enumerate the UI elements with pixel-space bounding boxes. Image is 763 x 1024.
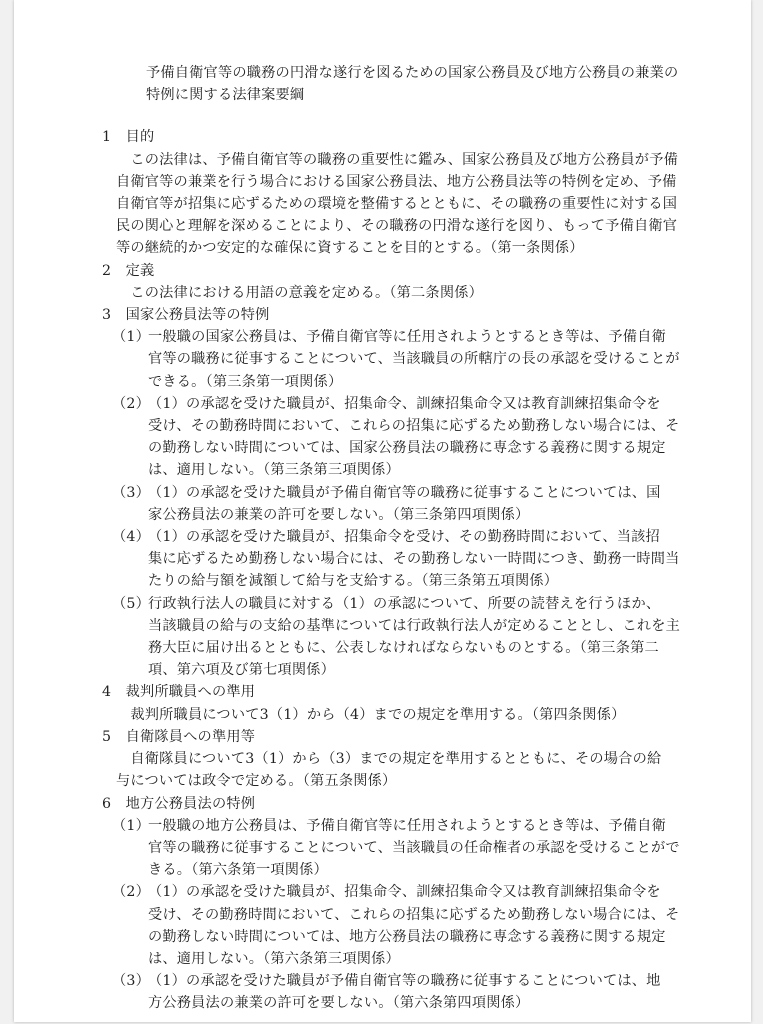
list-item bbox=[102, 393, 680, 482]
item-line: （1）の承認を受けた職員が予備自衛官等の職務に従事することについては、地 bbox=[148, 973, 661, 990]
list-item bbox=[102, 815, 680, 882]
body-line: 自衛官等の兼業を行う場合における国家公務員法、地方公務員法等の特例を定め、予備 bbox=[116, 173, 677, 190]
item-line: は、適用しない。（第六条第三項関係） bbox=[148, 950, 400, 967]
section-definitions bbox=[102, 260, 675, 304]
item-line: は、適用しない。（第三条第三項関係） bbox=[148, 462, 400, 479]
body-line: 裁判所職員について3（1）から（4）までの規定を準用する。（第四条関係） bbox=[116, 706, 626, 723]
item-line: 受け、その勤務時間において、これらの招集に応ずるため勤務しない場合には、そ bbox=[148, 418, 680, 435]
item-number: （5） bbox=[112, 595, 151, 612]
item-line: 行政執行法人の職員に対する（1）の承認について、所要の読替えを行うほか、 bbox=[148, 595, 661, 612]
body-line: 自衛官等が招集に応ずるための環境を整備するとともに、その職務の重要性に対する国 bbox=[116, 196, 678, 213]
item-line: 当該職員の給与の支給の基準については行政執行法人が定めることとし、これを主 bbox=[148, 617, 681, 634]
item-line: 家公務員法の兼業の許可を要しない。（第三条第四項関係） bbox=[148, 506, 530, 523]
item-number: （2） bbox=[112, 395, 151, 412]
section-body bbox=[102, 149, 678, 260]
body-line: 民の関心と理解を深めることにより、その職務の円滑な遂行を図り、もって予備自衛官 bbox=[116, 218, 678, 235]
item-number: （1） bbox=[112, 817, 151, 834]
title-line: 予備自衛官等の職務の円滑な遂行を図るための国家公務員及び地方公務員の兼業の bbox=[146, 65, 679, 81]
item-line: （1）の承認を受けた職員が、招集命令を受け、その勤務時間において、当該招 bbox=[148, 529, 660, 546]
item-number: （1） bbox=[112, 329, 151, 346]
list-item bbox=[102, 593, 681, 682]
list-item bbox=[102, 881, 680, 970]
list-item bbox=[102, 526, 680, 593]
item-number: （4） bbox=[112, 529, 151, 546]
body-line: 与については政令で定める。（第五条関係） bbox=[116, 773, 397, 790]
item-line: 方公務員法の兼業の許可を要しない。（第六条第四項関係） bbox=[148, 995, 530, 1012]
section-heading: 4 裁判所職員への準用 bbox=[102, 684, 256, 701]
item-line: （1）の承認を受けた職員が予備自衛官等の職務に従事することについては、国 bbox=[148, 484, 661, 501]
item-number: （3） bbox=[112, 484, 151, 501]
item-line: できる。（第三条第一項関係） bbox=[148, 373, 343, 390]
section-body bbox=[102, 282, 675, 304]
section-heading: 1 目的 bbox=[102, 129, 155, 146]
item-line: 項、第六項及び第七項関係） bbox=[148, 662, 336, 679]
item-line: たりの給与額を減額して給与を支給する。（第三条第五項関係） bbox=[148, 573, 559, 590]
section-heading: 5 自衛隊員への準用等 bbox=[102, 728, 256, 745]
item-line: 官等の職務に従事することについて、当該職員の任命権者の承認を受けることがで bbox=[148, 839, 680, 856]
item-line: （1）の承認を受けた職員が、招集命令、訓練招集命令又は教育訓練招集命令を bbox=[148, 884, 661, 901]
body-line: 自衛隊員について3（1）から（3）までの規定を準用するとともに、その場合の給 bbox=[116, 751, 662, 768]
document-page bbox=[14, 0, 751, 1022]
item-number: （3） bbox=[112, 973, 151, 990]
body-line: 等の継続的かつ安定的な確保に資することを目的とする。（第一条関係） bbox=[116, 240, 584, 257]
title-line: 特例に関する法律案要綱 bbox=[146, 87, 305, 104]
section-heading: 2 定義 bbox=[102, 262, 155, 279]
section-national-civil-service bbox=[102, 304, 681, 681]
item-number: （2） bbox=[112, 884, 151, 901]
list-item bbox=[102, 482, 675, 526]
list-item bbox=[102, 970, 675, 1014]
section-court-staff bbox=[102, 681, 675, 725]
item-line: の勤務しない時間については、国家公務員法の職務に専念する義務に関する規定 bbox=[148, 440, 666, 457]
list-item bbox=[102, 326, 680, 393]
item-line: の勤務しない時間については、地方公務員法の職務に専念する義務に関する規定 bbox=[148, 928, 666, 945]
item-line: 一般職の国家公務員は、予備自衛官等に任用されようとするとき等は、予備自衛 bbox=[148, 329, 666, 346]
body-line: この法律における用語の意義を定める。（第二条関係） bbox=[116, 284, 483, 301]
item-line: 集に応ずるため勤務しない場合には、その勤務しない一時間につき、勤務一時間当 bbox=[148, 551, 680, 568]
document-title bbox=[102, 62, 679, 106]
section-body bbox=[102, 748, 675, 792]
section-purpose bbox=[102, 126, 678, 259]
item-line: （1）の承認を受けた職員が、招集命令、訓練招集命令又は教育訓練招集命令を bbox=[148, 395, 661, 412]
item-line: きる。（第六条第一項関係） bbox=[148, 862, 328, 879]
section-heading: 3 国家公務員法等の特例 bbox=[102, 307, 270, 324]
body-line: この法律は、予備自衛官等の職務の重要性に鑑み、国家公務員及び地方公務員が予備 bbox=[116, 151, 678, 168]
section-sdf-personnel bbox=[102, 726, 675, 793]
item-line: 一般職の地方公務員は、予備自衛官等に任用されようとするとき等は、予備自衛 bbox=[148, 817, 666, 834]
item-line: 受け、その勤務時間において、これらの招集に応ずるため勤務しない場合には、そ bbox=[148, 906, 680, 923]
item-line: 務大臣に届け出るとともに、公表しなければならないものとする。（第三条第二 bbox=[148, 640, 659, 657]
section-heading: 6 地方公務員法の特例 bbox=[102, 795, 256, 812]
item-line: 官等の職務に従事することについて、当該職員の所轄庁の長の承認を受けることが bbox=[148, 351, 680, 368]
section-body bbox=[102, 704, 675, 726]
section-local-civil-service bbox=[102, 793, 680, 1015]
